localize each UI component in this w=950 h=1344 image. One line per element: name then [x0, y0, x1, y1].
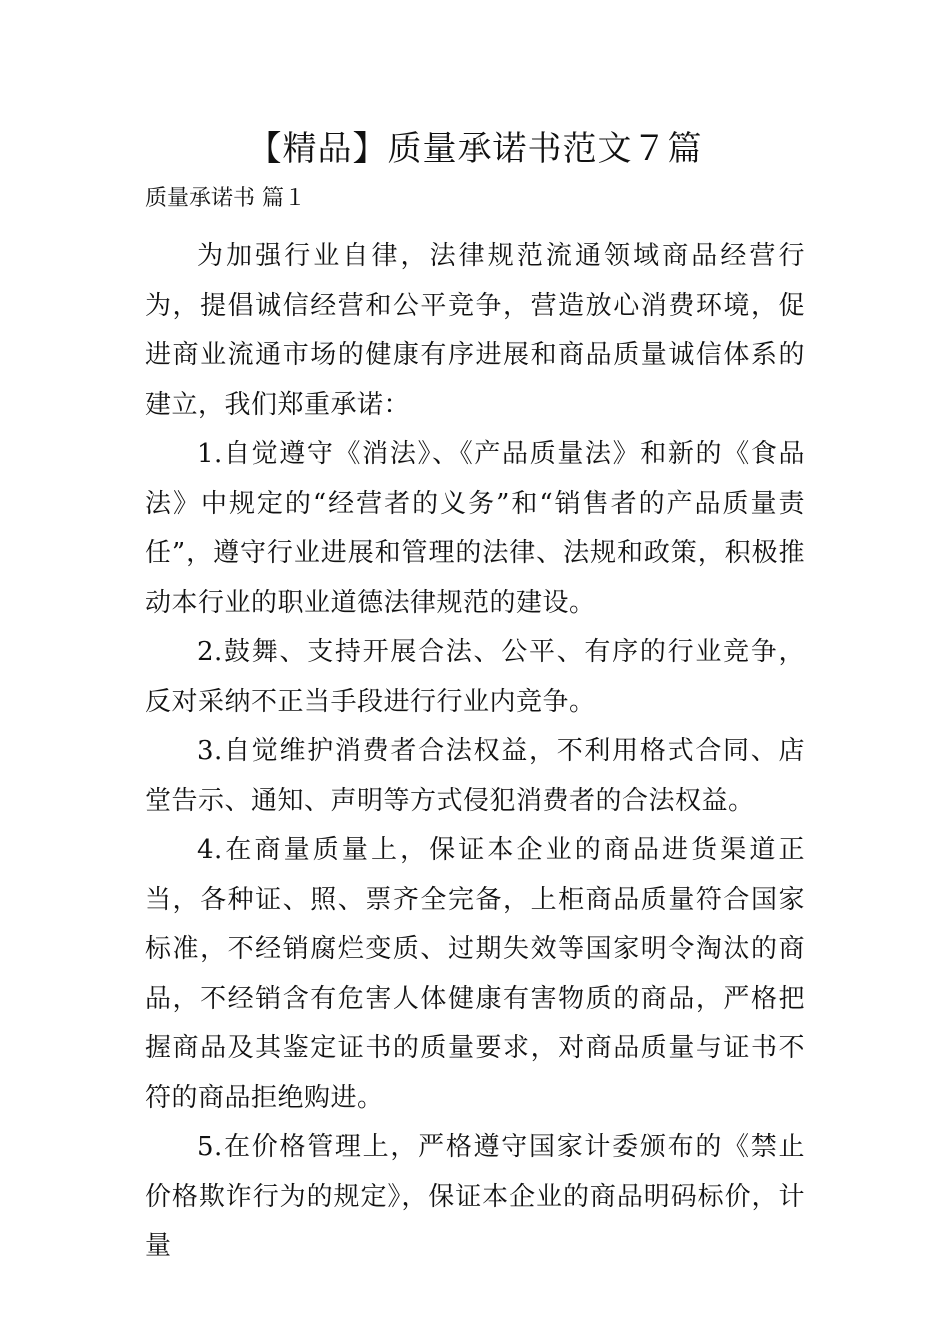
paragraph-intro: 为加强行业自律，法律规范流通领域商品经营行为，提倡诚信经营和公平竞争，营造放心消费环境，促进商业流通市场的健康有序进展和商品质量诚信体系的建立，我们郑重承诺： [145, 241, 805, 420]
paragraph-item-2: 2.鼓舞、支持开展合法、公平、有序的行业竞争，反对采纳不正当手段进行行业内竞争。 [145, 637, 805, 717]
paragraph-item-5: 5.在价格管理上，严格遵守国家计委颁布的《禁止价格欺诈行为的规定》，保证本企业的商品明码标价，计量 [145, 1132, 805, 1261]
document-title: 【精品】质量承诺书范文７篇 [247, 129, 703, 169]
paragraph-item-3: 3.自觉维护消费者合法权益，不利用格式合同、店堂告示、通知、声明等方式侵犯消费者的合法权益。 [145, 736, 805, 816]
document-body [145, 232, 805, 1272]
paragraph-item-1: 1.自觉遵守《消法》、《产品质量法》和新的《食品法》中规定的“经营者的义务”和“销售者的产品质量责任”，遵守行业进展和管理的法律、法规和政策，积极推动本行业的职业道德法律规范的建设。 [145, 439, 805, 618]
section-heading: 质量承诺书 篇１ [145, 186, 306, 211]
paragraph-item-4: 4.在商量质量上，保证本企业的商品进货渠道正当，各种证、照、票齐全完备，上柜商品质量符合国家标准，不经销腐烂变质、过期失效等国家明令淘汰的商品，不经销含有危害人体健康有害物质的商品，严格把握商品及其鉴定证书的质量要求，对商品质量与证书不符的商品拒绝购进。 [145, 835, 805, 1113]
